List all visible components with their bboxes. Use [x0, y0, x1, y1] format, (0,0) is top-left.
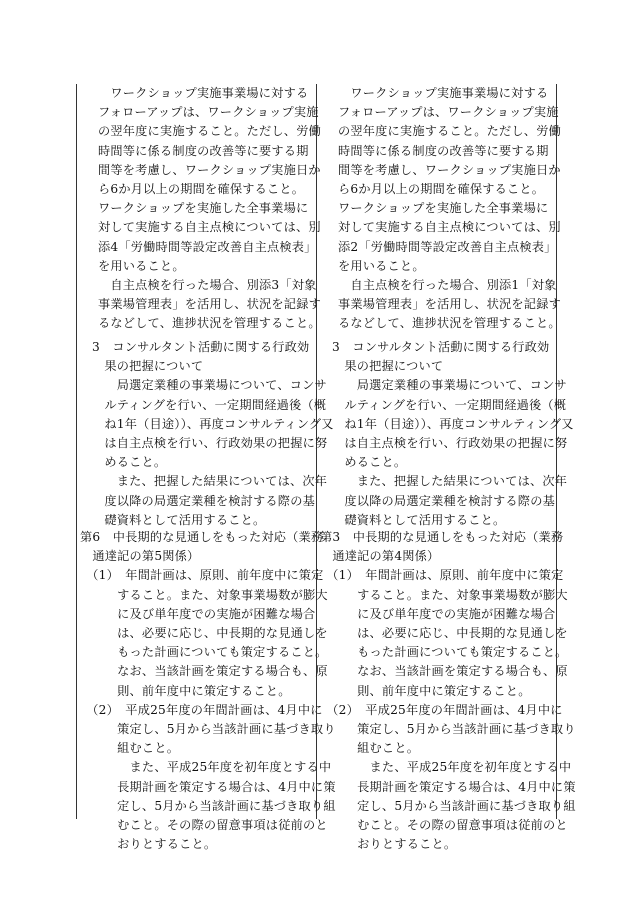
text-line: また、把握した結果については、次年: [332, 474, 568, 489]
text-line: むこと。その際の留意事項は従前のと: [320, 818, 568, 833]
text-line: 策定し、5月から当該計画に基づき取り: [320, 722, 576, 737]
text-line: 3 コンサルタント活動に関する行政効: [92, 340, 310, 354]
text-line: なお、当該計画を策定する場合も、原: [320, 664, 568, 679]
text-line: 自主点検を行った場合、別添1「対象: [338, 278, 557, 293]
text-line: 対して実施する自主点検については、別: [338, 220, 561, 235]
text-line: 度以降の局選定業種を検討する際の基: [92, 493, 315, 508]
left-section-3: [92, 338, 334, 530]
right-section-3-heading: [320, 528, 576, 854]
text-line: の翌年度に実施すること。ただし、労働: [338, 124, 561, 139]
text-line: ね1年（目途））、再度コンサルティング又: [332, 416, 574, 431]
text-line: 添4「労働時間等設定改善自主点検表」: [98, 239, 317, 254]
text-line: （1） 年間計画は、原則、前年度中に策定: [80, 568, 324, 583]
text-line: （2） 平成25年度の年間計画は、4月中に: [320, 702, 563, 717]
text-line: ワークショップを実施した全事業場に: [98, 201, 309, 216]
text-line: ワークショップを実施した全事業場に: [338, 201, 549, 216]
text-line: は、必要に応じ、中長期的な見通しを: [80, 626, 328, 641]
text-line: 組むこと。: [320, 741, 420, 756]
text-line: ね1年（目途））、再度コンサルティング又: [92, 416, 334, 431]
text-line: おりとすること。: [80, 837, 217, 852]
text-line: 定し、5月から当該計画に基づき取り組: [80, 798, 336, 813]
text-line: また、平成25年度を初年度とする中: [80, 760, 332, 775]
text-line: ら6か月以上の期間を確保すること。: [338, 182, 545, 197]
text-line: 自主点検を行った場合、別添3「対象: [98, 278, 317, 293]
text-line: 則、前年度中に策定すること。: [320, 683, 531, 698]
text-line: 果の把握について: [332, 359, 444, 374]
text-line: ら6か月以上の期間を確保すること。: [98, 182, 305, 197]
text-line: ルティングを行い、一定期間経過後（概: [332, 397, 567, 412]
text-line: を用いること。: [338, 258, 425, 273]
text-line: めること。: [92, 455, 167, 470]
text-line: は自主点検を行い、行政効果の把握に努: [332, 436, 568, 451]
text-line: 通達記の第5関係）: [80, 549, 200, 564]
text-line: （1） 年間計画は、原則、前年度中に策定: [320, 568, 564, 583]
text-line: に及び単年度での実施が困難な場合: [80, 606, 316, 621]
text-line: めること。: [332, 455, 407, 470]
text-line: 礎資料として活用すること。: [332, 512, 506, 527]
text-line: の翌年度に実施すること。ただし、労働: [98, 124, 321, 139]
right-section-3: [332, 338, 574, 530]
text-line: なお、当該計画を策定する場合も、原: [80, 664, 328, 679]
text-line: 対して実施する自主点検については、別: [98, 220, 321, 235]
text-line: 第6 中長期的な見通しをもった対応（業務: [80, 530, 324, 544]
text-line: 則、前年度中に策定すること。: [80, 683, 291, 698]
text-line: 組むこと。: [80, 741, 180, 756]
text-line: ワークショップ実施事業場に対する: [98, 86, 309, 100]
text-line: に及び単年度での実施が困難な場合: [320, 606, 556, 621]
text-line: 時間等に係る制度の改善等に要する期: [338, 143, 549, 158]
text-line: フォローアップは、ワークショップ実施: [98, 105, 319, 120]
text-line: また、平成25年度を初年度とする中: [320, 760, 572, 775]
text-line: 長期計画を策定する場合は、4月中に策: [80, 779, 336, 794]
text-line: 間等を考慮し、ワークショップ実施日か: [98, 162, 321, 177]
text-line: 果の把握について: [92, 359, 204, 374]
text-line: 局選定業種の事業場について、コンサ: [92, 378, 327, 393]
text-line: は、必要に応じ、中長期的な見通しを: [320, 626, 568, 641]
text-line: 礎資料として活用すること。: [92, 512, 266, 527]
left-followup-paragraph: [98, 84, 321, 334]
text-line: を用いること。: [98, 258, 185, 273]
text-line: また、把握した結果については、次年: [92, 474, 328, 489]
text-line: むこと。その際の留意事項は従前のと: [80, 818, 328, 833]
text-line: ルティングを行い、一定期間経過後（概: [92, 397, 327, 412]
text-line: 長期計画を策定する場合は、4月中に策: [320, 779, 576, 794]
left-section-6: [80, 528, 336, 854]
text-line: 通達記の第4関係）: [320, 549, 440, 564]
left-border: [76, 84, 77, 819]
text-line: 間等を考慮し、ワークショップ実施日か: [338, 162, 561, 177]
text-line: すること。また、対象事業場数が膨大: [320, 587, 568, 602]
text-line: 時間等に係る制度の改善等に要する期: [98, 143, 309, 158]
text-line: フォローアップは、ワークショップ実施: [338, 105, 559, 120]
text-line: は自主点検を行い、行政効果の把握に努: [92, 436, 328, 451]
text-line: 添2「労働時間等設定改善自主点検表」: [338, 239, 557, 254]
text-line: （2） 平成25年度の年間計画は、4月中に: [80, 702, 323, 717]
right-followup-paragraph: [338, 84, 561, 334]
text-line: 策定し、5月から当該計画に基づき取り: [80, 722, 336, 737]
text-line: ワークショップ実施事業場に対する: [338, 86, 549, 100]
text-line: もった計画についても策定すること。: [320, 645, 568, 660]
text-line: 事業場管理表」を活用し、状況を記録す: [98, 297, 321, 312]
text-line: 3 コンサルタント活動に関する行政効: [332, 340, 550, 354]
text-line: もった計画についても策定すること。: [80, 645, 328, 660]
text-line: おりとすること。: [320, 837, 457, 852]
text-line: るなどして、進捗状況を管理すること。: [98, 316, 321, 331]
text-line: 局選定業種の事業場について、コンサ: [332, 378, 567, 393]
text-line: 第3 中長期的な見通しをもった対応（業務: [320, 530, 564, 544]
text-line: 定し、5月から当該計画に基づき取り組: [320, 798, 576, 813]
text-line: るなどして、進捗状況を管理すること。: [338, 316, 561, 331]
text-line: 事業場管理表」を活用し、状況を記録す: [338, 297, 561, 312]
text-line: 度以降の局選定業種を検討する際の基: [332, 493, 555, 508]
text-line: すること。また、対象事業場数が膨大: [80, 587, 328, 602]
